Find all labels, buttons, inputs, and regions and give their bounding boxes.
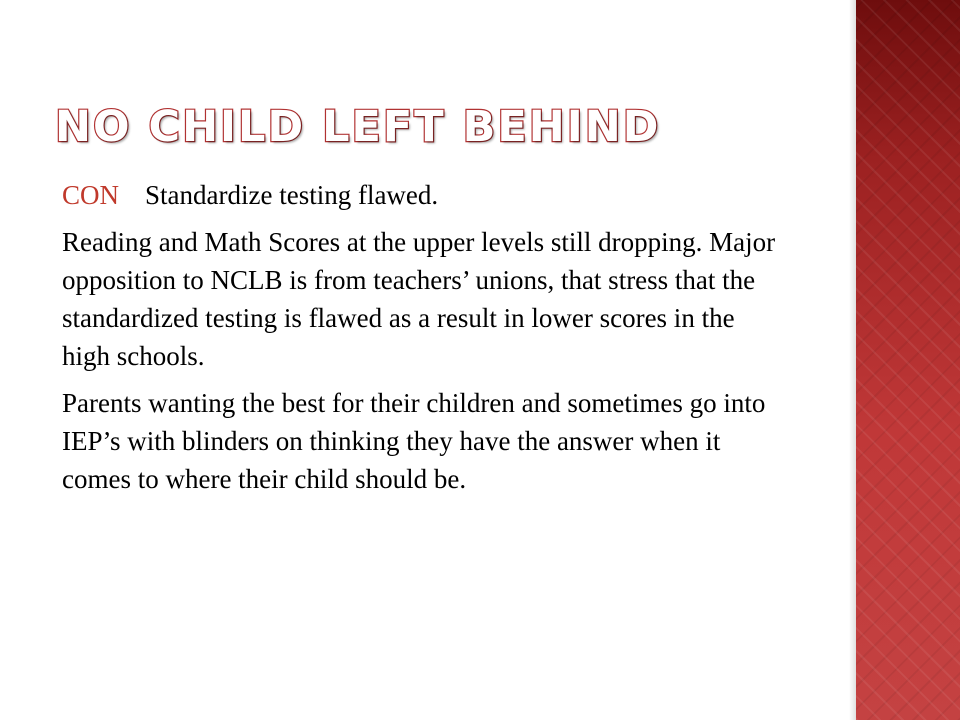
body-paragraph: Parents wanting the best for their children and sometimes go into IEP’s with blinders on thinking they have the answer when it comes to where their child should be.: [62, 388, 766, 494]
con-label: CON: [62, 180, 120, 210]
body-paragraph: Reading and Math Scores at the upper levels still dropping. Major opposition to NCLB is from teachers’ unions, that stress that the standardized testing is flawed as a result in lower scores in the high schools.: [62, 227, 776, 371]
con-text: Standardize testing flawed.: [145, 180, 439, 210]
side-band-shadow: [849, 0, 856, 720]
con-line: [62, 176, 782, 214]
slide-body: [62, 176, 782, 507]
slide-title: NO CHILD LEFT BEHIND: [55, 102, 661, 152]
decorative-side-band: [856, 0, 960, 720]
